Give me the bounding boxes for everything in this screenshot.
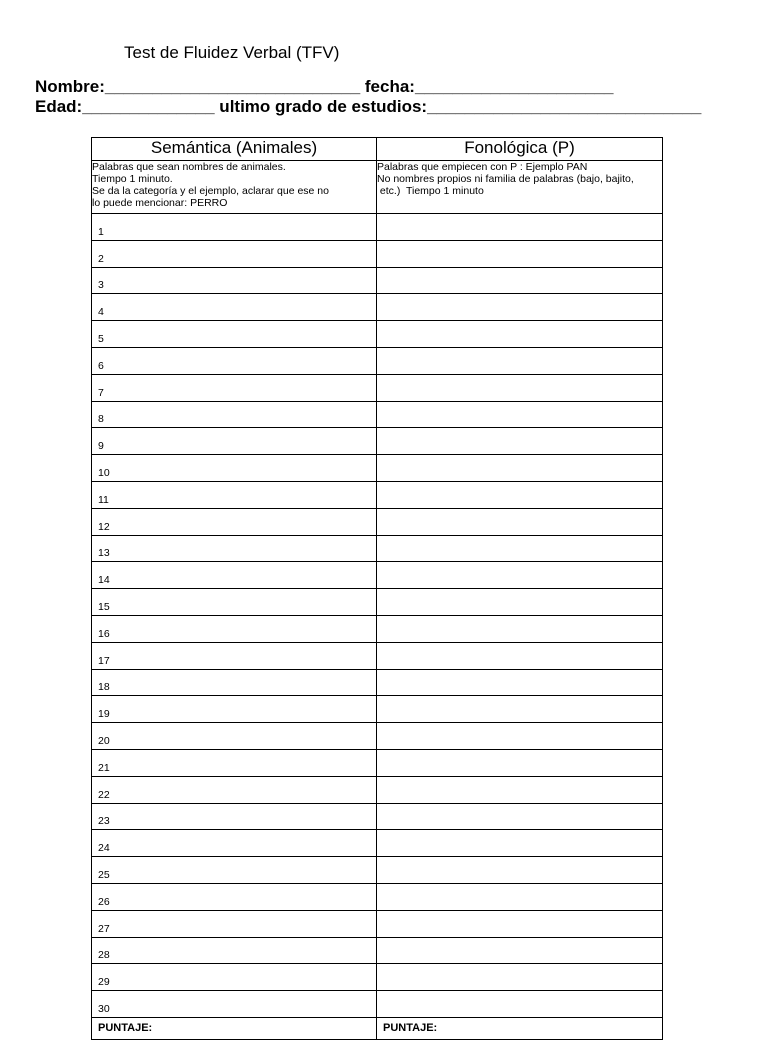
semantic-answer-cell[interactable]: 16 <box>92 615 377 642</box>
answer-row <box>92 562 663 589</box>
semantic-answer-cell[interactable]: 22 <box>92 776 377 803</box>
semantic-answer-cell[interactable]: 1 <box>92 214 377 241</box>
phonological-answer-cell[interactable] <box>377 321 663 348</box>
phonological-answer-cell[interactable] <box>377 910 663 937</box>
answer-row <box>92 294 663 321</box>
answer-row <box>92 615 663 642</box>
semantic-answer-cell[interactable]: 7 <box>92 374 377 401</box>
answer-row <box>92 481 663 508</box>
answer-row <box>92 857 663 884</box>
phonological-answer-cell[interactable] <box>377 535 663 562</box>
answer-row <box>92 937 663 964</box>
phonological-answer-cell[interactable] <box>377 991 663 1018</box>
semantic-answer-cell[interactable]: 27 <box>92 910 377 937</box>
phonological-answer-cell[interactable] <box>377 374 663 401</box>
phonological-answer-cell[interactable] <box>377 401 663 428</box>
answer-row <box>92 508 663 535</box>
semantic-answer-cell[interactable]: 30 <box>92 991 377 1018</box>
answer-row <box>92 669 663 696</box>
age-education-line: Edad:______________ ultimo grado de estudios:_____________________________ <box>35 97 702 116</box>
fluency-table <box>91 137 663 1040</box>
semantic-answer-cell[interactable]: 5 <box>92 321 377 348</box>
phonological-answer-cell[interactable] <box>377 508 663 535</box>
phonological-answer-cell[interactable] <box>377 696 663 723</box>
answer-row <box>92 830 663 857</box>
phonological-answer-cell[interactable] <box>377 723 663 750</box>
table-header-row <box>92 138 663 161</box>
semantic-answer-cell[interactable]: 14 <box>92 562 377 589</box>
answer-row <box>92 401 663 428</box>
phonological-answer-cell[interactable] <box>377 562 663 589</box>
semantic-answer-cell[interactable]: 8 <box>92 401 377 428</box>
answer-row <box>92 749 663 776</box>
semantic-column-heading: Semántica (Animales) <box>92 138 377 161</box>
answer-row <box>92 803 663 830</box>
answer-row <box>92 347 663 374</box>
instruction-line: Palabras que empiecen con P : Ejemplo PAN <box>377 161 588 173</box>
semantic-answer-cell[interactable]: 17 <box>92 642 377 669</box>
answer-row <box>92 214 663 241</box>
semantic-answer-cell[interactable]: 2 <box>92 240 377 267</box>
instruction-line: Tiempo 1 minuto. <box>92 173 173 185</box>
phonological-answer-cell[interactable] <box>377 803 663 830</box>
answer-row <box>92 723 663 750</box>
semantic-score-cell[interactable]: PUNTAJE: <box>92 1017 377 1039</box>
phonological-answer-cell[interactable] <box>377 428 663 455</box>
semantic-answer-cell[interactable]: 19 <box>92 696 377 723</box>
instruction-line: Palabras que sean nombres de animales. <box>92 161 286 173</box>
semantic-answer-cell[interactable]: 11 <box>92 481 377 508</box>
answer-row <box>92 267 663 294</box>
answer-row <box>92 964 663 991</box>
semantic-instructions <box>92 161 377 214</box>
semantic-answer-cell[interactable]: 28 <box>92 937 377 964</box>
phonological-answer-cell[interactable] <box>377 455 663 482</box>
answer-row <box>92 776 663 803</box>
answer-row <box>92 991 663 1018</box>
semantic-answer-cell[interactable]: 3 <box>92 267 377 294</box>
answer-row <box>92 455 663 482</box>
phonological-answer-cell[interactable] <box>377 937 663 964</box>
phonological-answer-cell[interactable] <box>377 615 663 642</box>
phonological-answer-cell[interactable] <box>377 294 663 321</box>
semantic-answer-cell[interactable]: 23 <box>92 803 377 830</box>
semantic-answer-cell[interactable]: 26 <box>92 883 377 910</box>
answer-row <box>92 321 663 348</box>
phonological-answer-cell[interactable] <box>377 481 663 508</box>
answer-row <box>92 696 663 723</box>
phonological-answer-cell[interactable] <box>377 776 663 803</box>
semantic-answer-cell[interactable]: 13 <box>92 535 377 562</box>
answer-row <box>92 240 663 267</box>
answer-row <box>92 883 663 910</box>
instructions-row <box>92 161 663 214</box>
answer-row <box>92 428 663 455</box>
semantic-answer-cell[interactable]: 20 <box>92 723 377 750</box>
phonological-answer-cell[interactable] <box>377 857 663 884</box>
semantic-answer-cell[interactable]: 4 <box>92 294 377 321</box>
phonological-answer-cell[interactable] <box>377 642 663 669</box>
answer-row <box>92 910 663 937</box>
name-date-line: Nombre:___________________________ fecha:_____________________ <box>35 77 614 96</box>
answer-row <box>92 535 663 562</box>
instruction-line: lo puede mencionar: PERRO <box>92 197 228 209</box>
semantic-answer-cell[interactable]: 15 <box>92 589 377 616</box>
semantic-answer-cell[interactable]: 10 <box>92 455 377 482</box>
semantic-answer-cell[interactable]: 29 <box>92 964 377 991</box>
answer-row <box>92 642 663 669</box>
phonological-answer-cell[interactable] <box>377 589 663 616</box>
phonological-column-heading: Fonológica (P) <box>377 138 663 161</box>
instruction-line: No nombres propios ni familia de palabras (bajo, bajito, <box>377 173 634 185</box>
phonological-answer-cell[interactable] <box>377 214 663 241</box>
phonological-answer-cell[interactable] <box>377 347 663 374</box>
phonological-answer-cell[interactable] <box>377 669 663 696</box>
phonological-answer-cell[interactable] <box>377 267 663 294</box>
answer-row <box>92 589 663 616</box>
phonological-answer-cell[interactable] <box>377 749 663 776</box>
semantic-answer-cell[interactable]: 18 <box>92 669 377 696</box>
semantic-answer-cell[interactable]: 12 <box>92 508 377 535</box>
score-row <box>92 1017 663 1039</box>
phonological-instructions <box>377 161 663 214</box>
semantic-answer-cell[interactable]: 21 <box>92 749 377 776</box>
semantic-answer-cell[interactable]: 6 <box>92 347 377 374</box>
instruction-line: Se da la categoría y el ejemplo, aclarar que ese no <box>92 185 329 197</box>
instruction-line: etc.) Tiempo 1 minuto <box>377 185 484 197</box>
page-title: Test de Fluidez Verbal (TFV) <box>124 43 340 62</box>
phonological-score-cell[interactable]: PUNTAJE: <box>377 1017 663 1039</box>
semantic-answer-cell[interactable]: 24 <box>92 830 377 857</box>
phonological-answer-cell[interactable] <box>377 883 663 910</box>
phonological-answer-cell[interactable] <box>377 240 663 267</box>
semantic-answer-cell[interactable]: 25 <box>92 857 377 884</box>
answer-row <box>92 374 663 401</box>
phonological-answer-cell[interactable] <box>377 830 663 857</box>
semantic-answer-cell[interactable]: 9 <box>92 428 377 455</box>
phonological-answer-cell[interactable] <box>377 964 663 991</box>
